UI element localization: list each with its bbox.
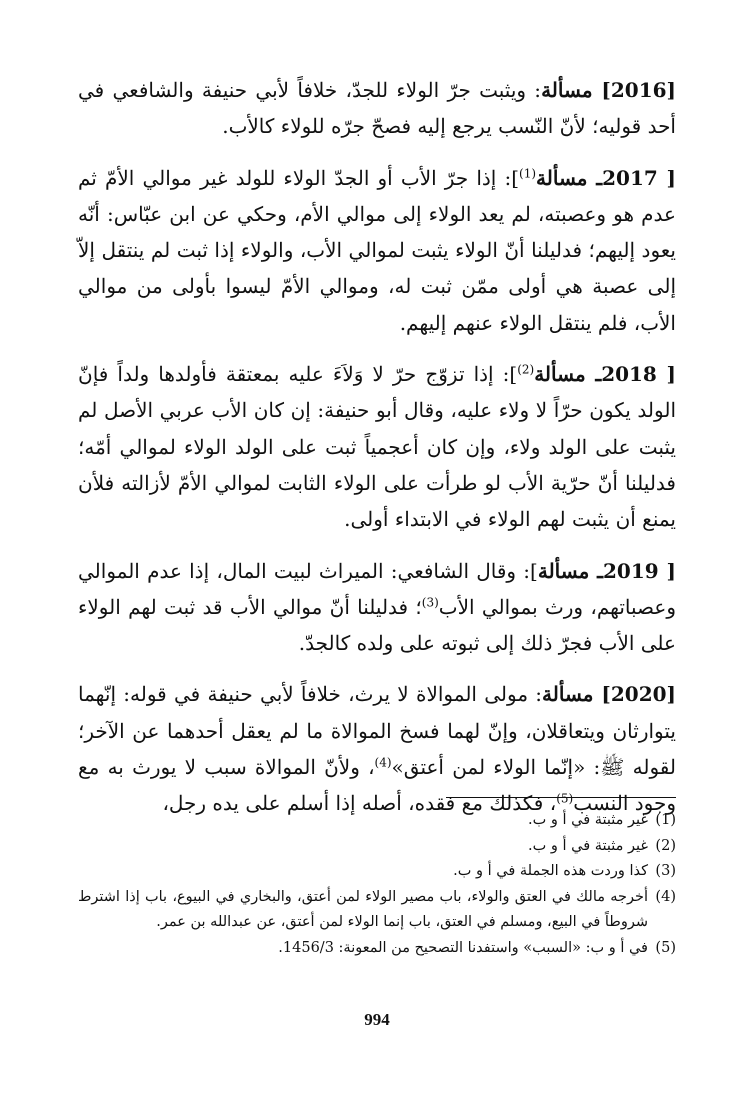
issue-body: : مولى الموالاة لا يرث، خلافاً لأبي حنيفة في قوله: إنّهما يتوارثان ويتعاقلان، وإنّ لهما فسخ الموالاة ما لم يعقل أحدهما عن الآخر؛ لقوله ﷺ: «إنّما الولاء لمن أعتق» — [78, 682, 676, 780]
footnote-marker: (2) — [517, 362, 535, 377]
footnote-item — [78, 885, 676, 936]
footnote-item — [78, 808, 676, 834]
issue-body: ، فكذلك مع فقده، أصله إذا أسلم على يده رجل، — [162, 791, 557, 816]
issue-paragraph — [78, 160, 676, 341]
footnotes — [78, 808, 676, 961]
issue-body: ]: إذا تزوّج حرّ لا وَلاَءَ عليه بمعتقة فأولدها ولداً فإنّ الولد يكون حرّاً لا ولاء عليه، وقال أبو حنيفة: إن كان الأب عربي الأصل لم يثبت على الولد ولاء، وإن كان أعجمياً ثبت على الولد الولاء لموالي أمّه؛ فدليلنا أنّ حرّية الأب لو طرأت على الولاء الثابت لموالي الأمّ لأزالته فلأن يمنع أن يثبت لهم الولاء في الابتداء أولى. — [78, 362, 676, 532]
footnote-text: غير مثبتة في أ و ب. — [528, 837, 648, 854]
footnote-item — [78, 936, 676, 962]
footnote-item — [78, 859, 676, 885]
footnote-number: (2) — [655, 837, 676, 854]
issue-paragraph — [78, 676, 676, 821]
footnote-text: كذا وردت هذه الجملة في أ و ب. — [453, 863, 648, 879]
footnote-marker: (1) — [519, 165, 537, 180]
issue-paragraph — [78, 356, 676, 537]
issue-heading: [ 2018ـ مسألة — [534, 362, 676, 387]
footnote-text: في أ و ب: «السبب» واستفدنا التصحيح من المعونة: 1456/3. — [278, 939, 648, 956]
footnote-separator — [446, 797, 676, 798]
footnote-marker: (5) — [556, 791, 574, 806]
footnote-item — [78, 834, 676, 860]
footnote-marker: (3) — [421, 595, 439, 610]
issue-body: : ويثبت جرّ الولاء للجدّ، خلافاً لأبي حنيفة والشافعي في أحد قوليه؛ لأنّ النّسب يرجع إليه فصحّ جرّه للولاء كالأب. — [78, 78, 676, 139]
issue-heading: [2020] مسألة — [542, 682, 676, 707]
issue-paragraph — [78, 553, 676, 662]
footnote-number: (4) — [655, 888, 676, 905]
page-number: 994 — [364, 1010, 390, 1029]
issue-paragraph — [78, 72, 676, 145]
issue-body: ؛ فدليلنا أنّ موالي الأب قد ثبت لهم الولاء على الأب فجرّ ذلك إلى ثبوته على ولده كالجدّ. — [78, 594, 676, 656]
issue-heading: [ 2019ـ مسألة — [537, 558, 676, 583]
main-text — [78, 72, 676, 837]
footnote-text: غير مثبتة في أ و ب. — [528, 812, 648, 828]
footnote-number: (5) — [655, 939, 676, 956]
issue-body: ، ولأنّ الموالاة سبب لا يورث به مع وجود النسب — [78, 755, 676, 816]
footnote-number: (1) — [655, 812, 676, 828]
footnote-text: أخرجه مالك في العتق والولاء، باب مصير الولاء لمن أعتق، والبخاري في البيوع، باب إذا اشترط شروطاً في البيع، ومسلم في العتق، باب إنما الولاء لمن أعتق، عن عبدالله بن عمر. — [78, 888, 648, 930]
issue-body: ]: وقال الشافعي: الميراث لبيت المال، إذا عدم الموالي وعصباتهم، ورث بموالي الأب — [78, 558, 676, 619]
issue-heading: [2016] مسألة — [541, 78, 677, 102]
footnote-marker: (4) — [374, 755, 392, 770]
footnote-number: (3) — [655, 863, 676, 879]
issue-heading: [ 2017ـ مسألة — [536, 165, 676, 190]
issue-body: ]: إذا جرّ الأب أو الجدّ الولاء للولد غير موالي الأمّ ثم عدم هو وعصبته، لم يعد الولاء إلى موالي الأم، وحكي عن ابن عبّاس: أنّه يعود إليهم؛ فدليلنا أنّ الولاء يثبت لموالي الأب، والولاء إذا ثبت لم ينتقل إلاّ إلى عصبة هي أولى ممّن ثبت له، وموالي الأمّ ليسوا بأولى من موالي الأب، فلم ينتقل الولاء عنهم إليهم. — [78, 165, 676, 335]
